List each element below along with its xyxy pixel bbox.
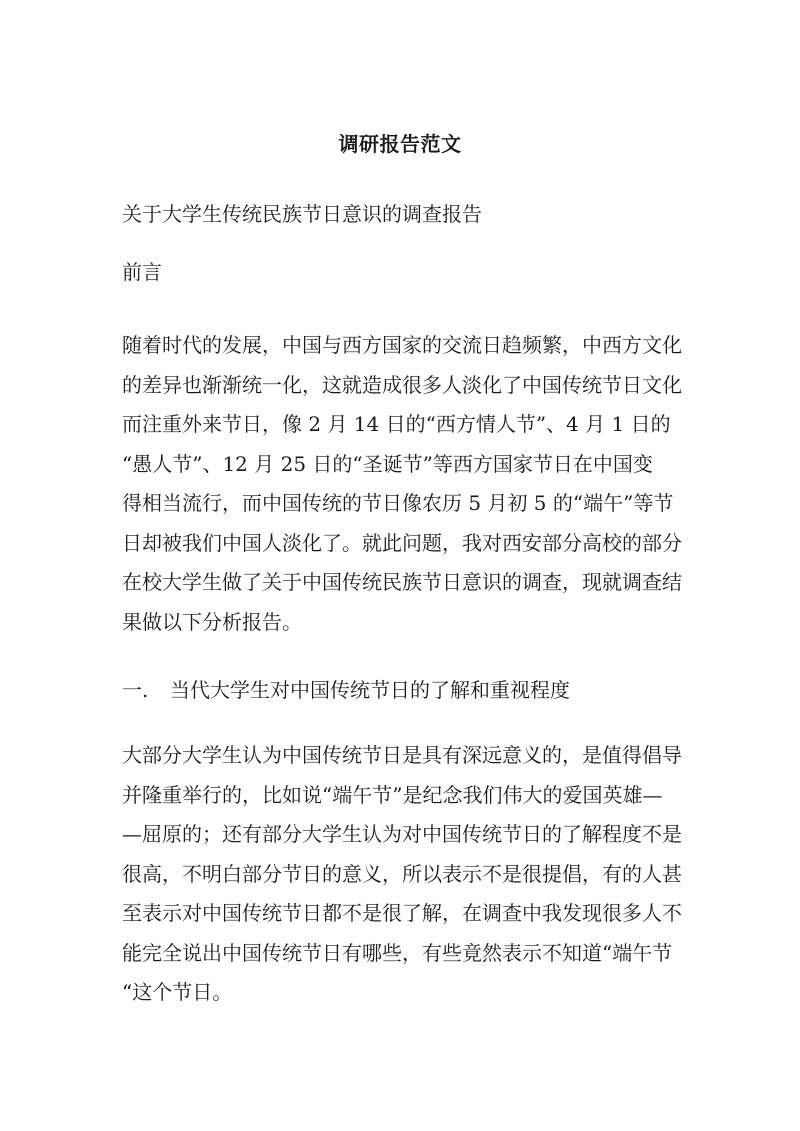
paragraph-line: 大部分大学生认为中国传统节日是具有深远意义的，是值得倡导 (122, 743, 682, 767)
paragraph-line: 并隆重举行的，比如说“端午节”是纪念我们伟大的爱国英雄— (122, 782, 663, 807)
paragraph-line: 日却被我们中国人淡化了。就此问题，我对西安部分高校的部分 (122, 530, 682, 555)
paragraph-line: 得相当流行，而中国传统的节日像农历 5 月初 5 的“端午”等节 (122, 491, 674, 515)
paragraph-line: 很高，不明白部分节日的意义，所以表示不是很提倡，有的人甚 (122, 861, 682, 886)
document-subtitle: 关于大学生传统民族节日意识的调查报告 (122, 202, 482, 226)
paragraph-line: 在校大学生做了关于中国传统民族节日意识的调查，现就调查结 (122, 570, 682, 594)
paragraph-line: 的差异也渐渐统一化，这就造成很多人淡化了中国传统节日文化 (122, 372, 682, 397)
preface-paragraph (122, 326, 697, 642)
section-heading (122, 676, 570, 704)
preface-heading: 前言 (122, 260, 162, 284)
paragraph-line: 果做以下分析报告。 (122, 609, 302, 634)
paragraph-line: 随着时代的发展，中国与西方国家的交流日趋频繁，中西方文化 (122, 333, 682, 357)
section-title: 当代大学生对中国传统节日的了解和重视程度 (170, 678, 570, 702)
paragraph-line: “愚人节”、12 月 25 日的“圣诞节”等西方国家节日在中国变 (122, 451, 653, 476)
section-number: 一. (122, 678, 149, 702)
paragraph-line: “这个节日。 (122, 980, 233, 1004)
paragraph-line: —屈原的；还有部分大学生认为对中国传统节日的了解程度不是 (122, 822, 682, 846)
paragraph-line: 至表示对中国传统节日都不是很了解，在调查中我发现很多人不 (122, 901, 682, 925)
paragraph-line: 而注重外来节日，像 2 月 14 日的“西方情人节”、4 月 1 日的 (122, 412, 671, 436)
paragraph-line: 能完全说出中国传统节日有哪些，有些竟然表示不知道“端午节 (122, 940, 673, 965)
section-paragraph (122, 736, 697, 1013)
document-title: 调研报告范文 (338, 132, 462, 156)
